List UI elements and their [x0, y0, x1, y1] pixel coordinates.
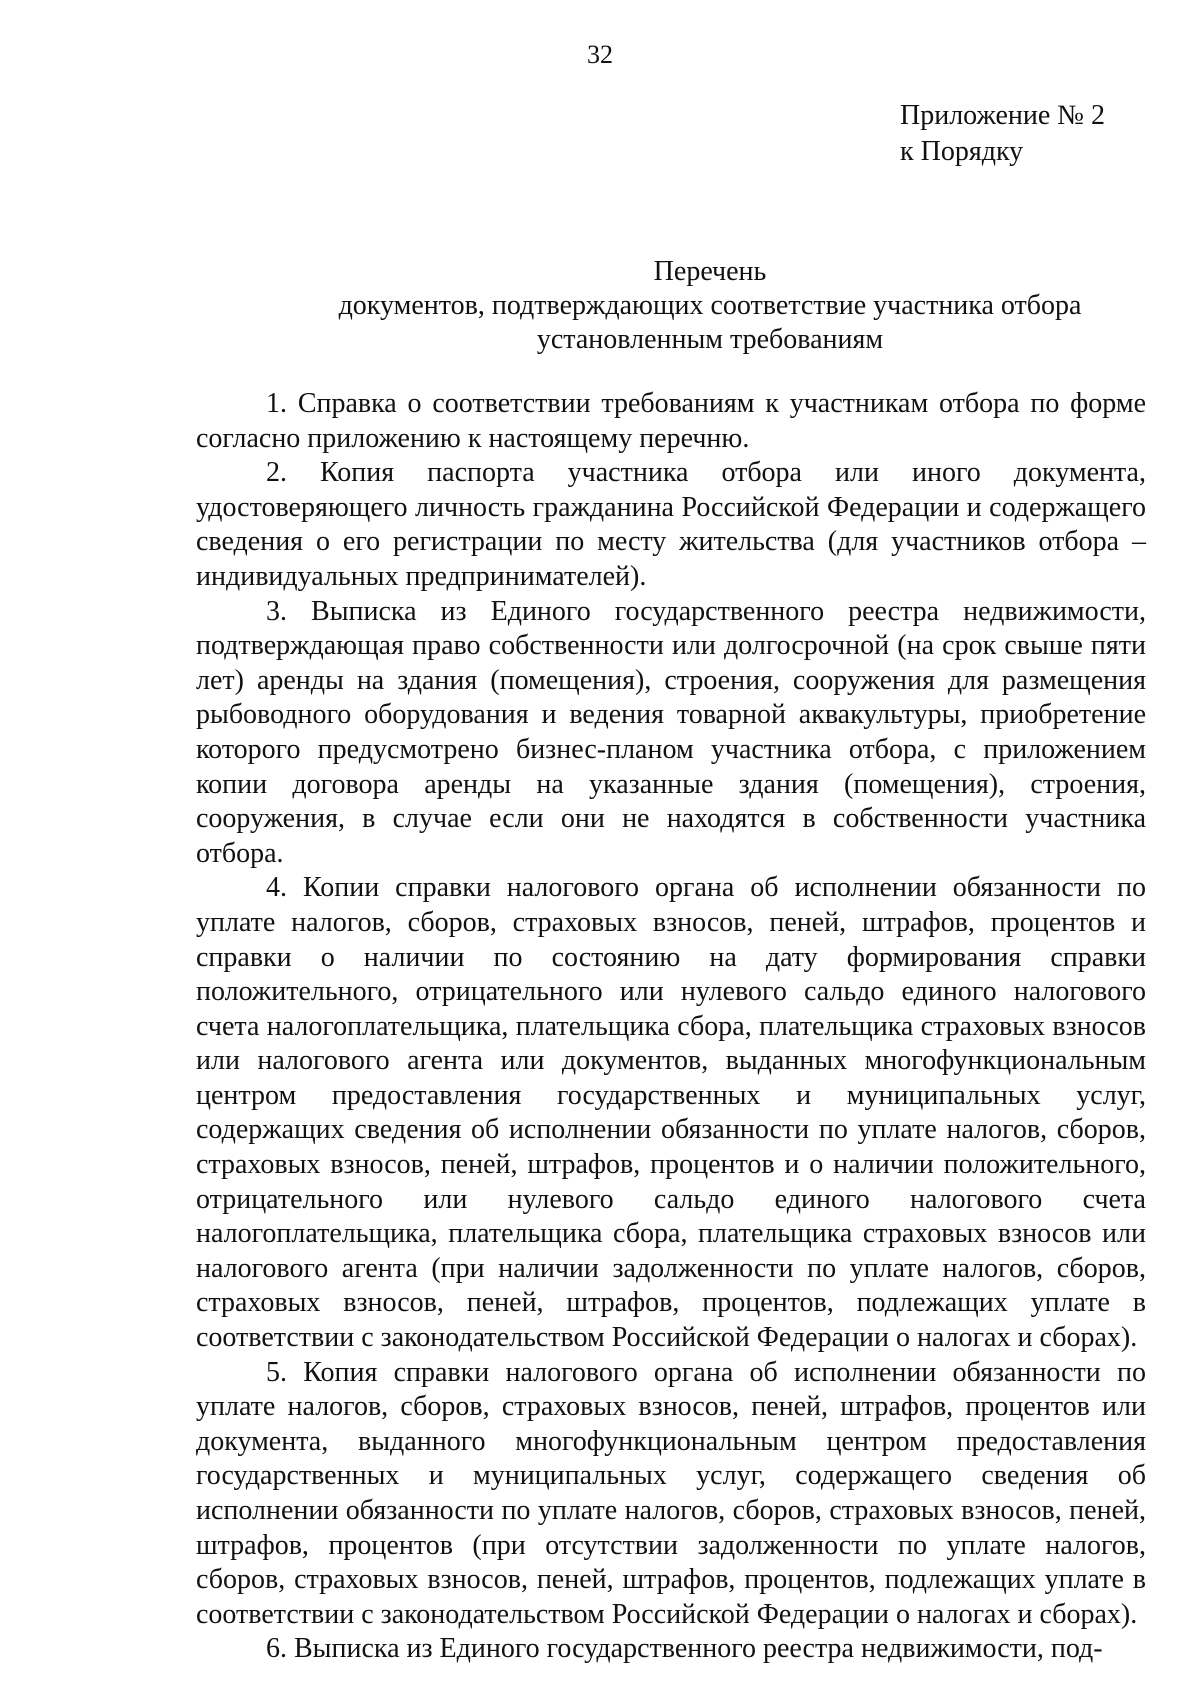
list-item-5: 5. Копия справки налогового органа об исполнении обязанности по уплате налогов, сборов, страховых взносов, пеней, штрафов, процентов или документа, выданного многофункциональным центром предоставления государственных и муниципальных услуг, содержащего сведения об исполнении обязанности по уплате налогов, сборов, страховых взносов, пеней, штрафов, процентов (при отсутствии задолженности по уплате налогов, сборов, страховых взносов, пеней, штрафов, процентов, подлежащих уплате в соответствии с законодательством Российской Федерации о налогах и сборах). [196, 1356, 1146, 1630]
appendix-line-2: к Порядку [900, 136, 1024, 167]
list-item-4: 4. Копии справки налогового органа об исполнении обязанности по уплате налогов, сборов, страховых взносов, пеней, штрафов, процентов и справки о наличии по состоянию на дату формирования справки положительного, отрицательного или нулевого сальдо единого налогового счета налогоплательщика, плательщика сбора, плательщика страховых взносов или налогового агента или документов, выданных многофункциональным центром предоставления государственных и муниципальных услуг, содержащих сведения об исполнении обязанности по уплате налогов, сборов, страховых взносов, пеней, штрафов, процентов и о наличии положительного, отрицательного или нулевого сальдо единого налогового счета налогоплательщика, плательщика сбора, плательщика страховых взносов или налогового агента (при наличии задолженности по уплате налогов, сборов, страховых взносов, пеней, штрафов, процентов, подлежащих уплате в соответствии с законодательством Российской Федерации о налогах и сборах). [196, 872, 1146, 1354]
list-item-1: 1. Справка о соответствии требованиям к участникам отбора по форме согласно приложению к настоящему перечню. [196, 388, 1146, 454]
document-title [250, 255, 1170, 357]
title-line-2: документов, подтверждающих соответствие участника отбора [338, 290, 1082, 321]
appendix-note [900, 98, 1105, 170]
document-body [196, 387, 1146, 1667]
title-line-1: Перечень [653, 256, 767, 287]
title-line-3: установленным требованиям [536, 324, 884, 355]
page-number: 32 [587, 40, 613, 69]
list-item-6: 6. Выписка из Единого государственного реестра недвижимости, под- [266, 1633, 1103, 1665]
list-item-2: 2. Копия паспорта участника отбора или иного документа, удостоверяющего личность гражданина Российской Федерации и содержащего сведения о его регистрации по месту жительства (для участников отбора – индивидуальных предпринимателей). [196, 457, 1146, 592]
appendix-line-1: Приложение № 2 [900, 100, 1105, 131]
list-item-3: 3. Выписка из Единого государственного реестра недвижимости, подтверждающая право собственности или долгосрочной (на срок свыше пяти лет) аренды на здания (помещения), строения, сооружения для размещения рыбоводного оборудования и ведения товарной аквакультуры, приобретение которого предусмотрено бизнес-планом участника отбора, с приложением копии договора аренды на указанные здания (помещения), строения, сооружения, в случае если они не находятся в собственности участника отбора. [196, 595, 1146, 869]
